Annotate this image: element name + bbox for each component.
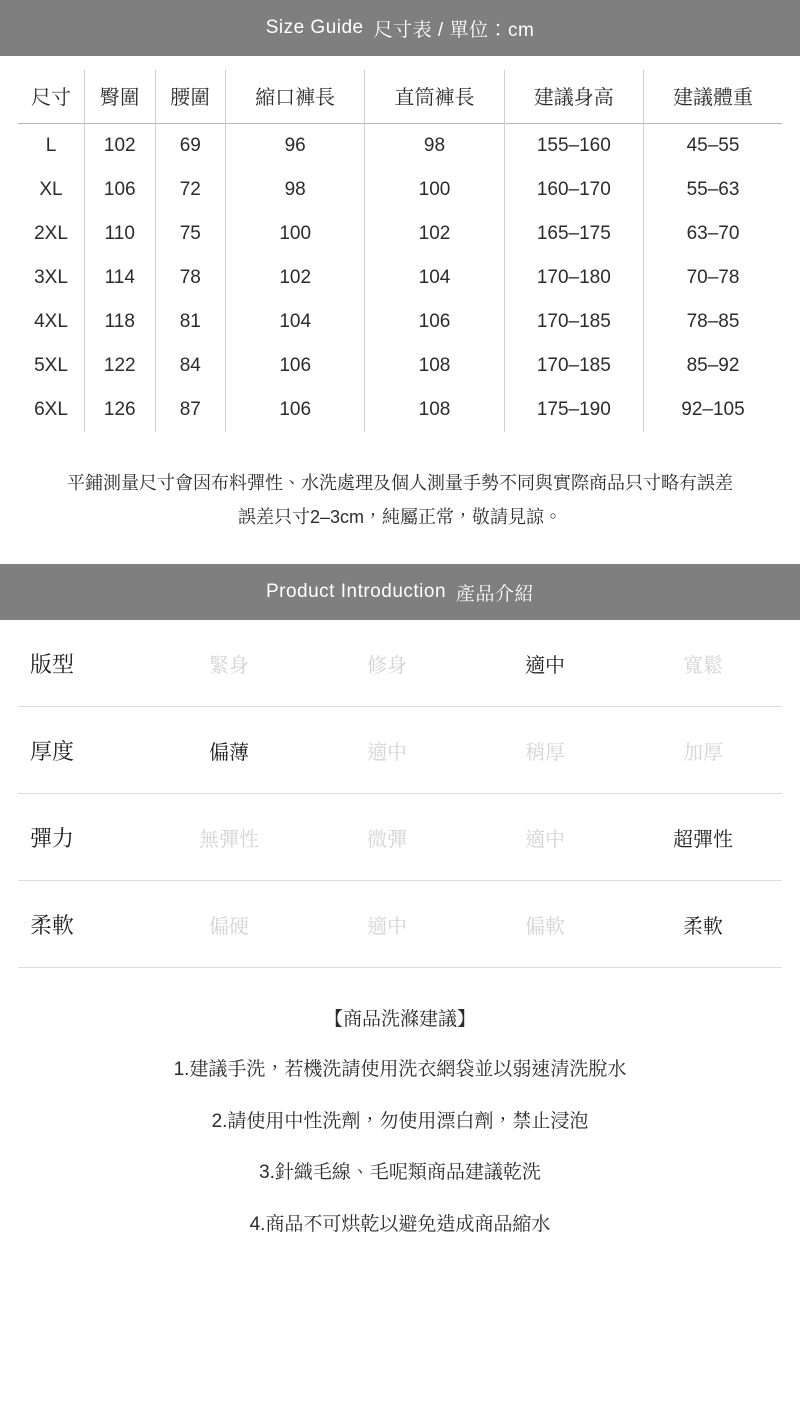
table-cell: 55–63 <box>686 179 740 200</box>
product-introduction-banner <box>0 564 800 620</box>
table-row <box>18 344 782 388</box>
attribute-label: 彈力 <box>30 825 75 851</box>
table-cell: 106 <box>226 388 365 432</box>
table-cell: 100 <box>226 212 365 256</box>
product-introduction-banner-en: Product Introduction <box>265 581 447 603</box>
washing-advice-item: 4.商品不可烘乾以避免造成商品縮水 <box>249 1213 551 1235</box>
table-cell: 2XL <box>18 212 85 256</box>
size-guide-banner-en: Size Guide <box>265 17 364 38</box>
attribute-option: 寬鬆 <box>683 654 723 677</box>
table-row <box>18 212 782 256</box>
table-cell: 84 <box>155 344 226 388</box>
table-cell: 104 <box>226 300 365 344</box>
size-table-wrap <box>0 70 800 432</box>
table-cell: 106 <box>85 168 156 212</box>
table-cell: 110 <box>85 212 156 256</box>
table-cell: 165–175 <box>504 212 643 256</box>
table-cell: 6XL <box>18 388 85 432</box>
table-row <box>18 124 782 169</box>
table-cell: 102 <box>226 256 365 300</box>
attribute-option: 適中 <box>367 741 407 764</box>
table-cell: 170–185 <box>504 344 643 388</box>
table-cell: 81 <box>155 300 226 344</box>
table-cell: 98 <box>226 168 365 212</box>
attribute-option-selected: 超彈性 <box>673 828 733 851</box>
attribute-label: 厚度 <box>30 738 75 764</box>
size-table-header-cell: 建議身高 <box>504 70 643 124</box>
attribute-option: 微彈 <box>367 828 407 851</box>
size-guide-banner <box>0 0 800 56</box>
table-cell: 122 <box>85 344 156 388</box>
washing-advice-section <box>0 1004 800 1301</box>
table-cell: 102 <box>365 212 504 256</box>
attribute-label: 版型 <box>30 651 75 677</box>
table-cell: 4XL <box>18 300 85 344</box>
table-cell: 63–70 <box>686 223 740 244</box>
table-cell: 108 <box>365 344 504 388</box>
table-cell: 92–105 <box>681 399 745 420</box>
attribute-option: 偏軟 <box>525 915 565 938</box>
table-row <box>18 388 782 432</box>
table-cell: 70–78 <box>686 267 740 288</box>
table-row <box>18 300 782 344</box>
attribute-option: 加厚 <box>683 741 723 764</box>
size-table-header-cell: 直筒褲長 <box>365 70 504 124</box>
attribute-option: 緊身 <box>209 654 249 677</box>
attribute-option: 適中 <box>525 828 565 851</box>
table-cell: 96 <box>226 124 365 169</box>
table-cell: 126 <box>85 388 156 432</box>
table-cell: 3XL <box>18 256 85 300</box>
table-cell: 170–180 <box>504 256 643 300</box>
attribute-option-selected: 柔軟 <box>683 915 723 938</box>
table-cell: 5XL <box>18 344 85 388</box>
table-cell: 108 <box>365 388 504 432</box>
table-cell: 104 <box>365 256 504 300</box>
washing-advice-title: 【商品洗滌建議】 <box>323 1009 476 1031</box>
attribute-row-thickness <box>18 707 782 794</box>
table-cell: 155–160 <box>504 124 643 169</box>
size-table-header-cell: 臀圍 <box>85 70 156 124</box>
product-introduction-banner-zh: 產品介紹 <box>456 583 535 605</box>
attribute-options <box>150 649 782 678</box>
attribute-options <box>150 910 782 939</box>
size-measure-note-line1: 平鋪測量尺寸會因布料彈性、水洗處理及個人測量手勢不同與實際商品只寸略有誤差 <box>67 473 733 493</box>
attribute-row-softness <box>18 881 782 968</box>
attribute-option: 修身 <box>367 654 407 677</box>
attribute-options <box>150 736 782 765</box>
washing-advice-item: 3.針織毛線、毛呢類商品建議乾洗 <box>259 1162 541 1184</box>
table-cell: L <box>18 124 85 169</box>
size-table-body <box>18 124 782 433</box>
size-measure-note <box>0 466 800 534</box>
table-cell: 78–85 <box>686 311 740 332</box>
size-table-header-cell: 腰圍 <box>155 70 226 124</box>
attribute-option-selected: 適中 <box>525 654 565 677</box>
attribute-option: 偏硬 <box>209 915 249 938</box>
table-cell: 100 <box>365 168 504 212</box>
size-table <box>18 70 782 432</box>
attribute-label: 柔軟 <box>30 912 75 938</box>
table-cell: XL <box>18 168 85 212</box>
attribute-option: 無彈性 <box>199 828 259 851</box>
size-table-header-row <box>18 70 782 124</box>
attribute-options <box>150 823 782 852</box>
table-cell: 75 <box>155 212 226 256</box>
table-cell: 106 <box>226 344 365 388</box>
size-measure-note-line2: 誤差只寸2–3cm，純屬正常，敬請見諒。 <box>237 507 563 528</box>
table-cell: 160–170 <box>504 168 643 212</box>
size-table-header-cell: 尺寸 <box>18 70 85 124</box>
table-cell: 118 <box>85 300 156 344</box>
table-row <box>18 256 782 300</box>
attribute-option-selected: 偏薄 <box>209 741 249 764</box>
size-guide-banner-zh: 尺寸表 / 單位：cm <box>373 19 535 41</box>
table-row <box>18 168 782 212</box>
washing-advice-item: 2.請使用中性洗劑，勿使用漂白劑，禁止浸泡 <box>211 1110 589 1132</box>
table-cell: 98 <box>365 124 504 169</box>
attribute-option: 稍厚 <box>525 741 565 764</box>
size-table-header-cell: 縮口褲長 <box>226 70 365 124</box>
table-cell: 69 <box>155 124 226 169</box>
table-cell: 170–185 <box>504 300 643 344</box>
table-cell: 85–92 <box>686 355 740 376</box>
washing-advice-item: 1.建議手洗，若機洗請使用洗衣網袋並以弱速清洗脫水 <box>173 1059 627 1081</box>
table-cell: 78 <box>155 256 226 300</box>
table-cell: 87 <box>155 388 226 432</box>
attribute-option: 適中 <box>367 915 407 938</box>
product-attribute-list <box>0 620 800 968</box>
table-cell: 72 <box>155 168 226 212</box>
attribute-row-fit <box>18 620 782 707</box>
size-table-header-cell: 建議體重 <box>672 87 753 109</box>
size-table-head <box>18 70 782 124</box>
table-cell: 45–55 <box>686 135 740 156</box>
table-cell: 175–190 <box>504 388 643 432</box>
table-cell: 114 <box>85 256 156 300</box>
attribute-row-elasticity <box>18 794 782 881</box>
table-cell: 106 <box>365 300 504 344</box>
table-cell: 102 <box>85 124 156 169</box>
